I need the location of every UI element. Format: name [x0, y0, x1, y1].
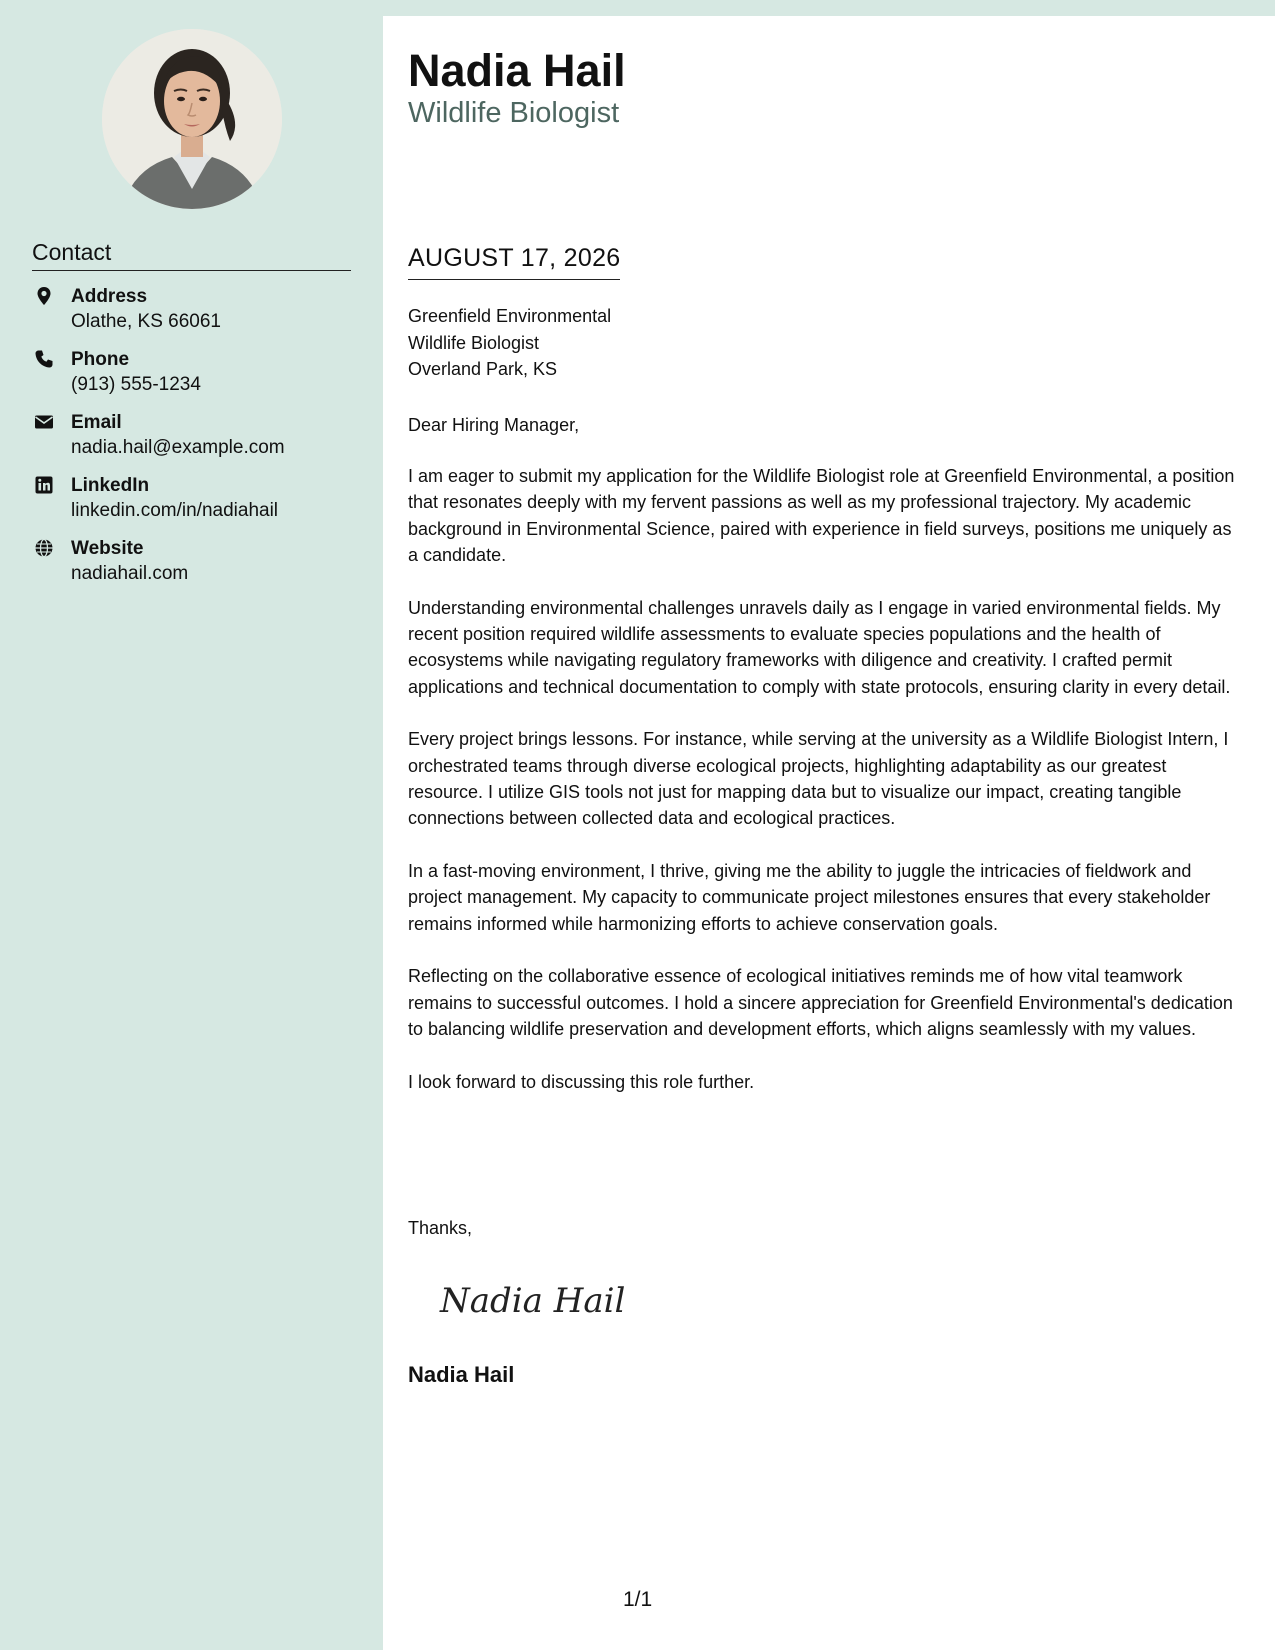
recipient-company: Greenfield Environmental [408, 306, 612, 326]
contact-item-address [32, 286, 362, 349]
salutation: Dear Hiring Manager, [408, 415, 580, 435]
header-name: Nadia Hail [408, 45, 626, 96]
linkedin-icon [34, 475, 54, 495]
body-paragraph: Reflecting on the collaborative essence of ecological initiatives reminds me of how vital teamwork remains to successful outcomes. I hold a sincere appreciation for Greenfield Environmental's dedication to balancing wildlife preservation and development efforts, which aligns seamlessly with my values. [408, 966, 1233, 1040]
header-role: Wildlife Biologist [408, 97, 620, 129]
body-paragraph: Understanding environmental challenges unravels daily as I engage in varied environmental fields. My recent position required wildlife assessments to evaluate species populations and the health of ecosystems while navigating regulatory frameworks with diligence and creativity. I crafted permit applications and technical documentation to comply with state protocols, ensuring clarity in every detail. [408, 597, 1231, 697]
contact-label: Website [71, 538, 144, 559]
contact-item-email [32, 412, 362, 475]
recipient-location: Overland Park, KS [408, 359, 558, 379]
letter-main [383, 16, 1275, 1650]
contact-list [32, 286, 362, 601]
linkedin-value: linkedin.com/in/nadiahail [71, 500, 279, 521]
signed-name: Nadia Hail [408, 1362, 515, 1387]
contact-heading: Contact [32, 239, 351, 271]
recipient-position: Wildlife Biologist [408, 332, 540, 353]
body-paragraph: I am eager to submit my application for the Wildlife Biologist role at Greenfield Environmental, a position that resonates deeply with my fervent passions as well as my professional trajectory. My academic background in Environmental Science, paired with experience in field surveys, positions me uniquely as a candidate. [408, 466, 1235, 565]
phone-value: (913) 555-1234 [71, 374, 201, 395]
envelope-icon [34, 412, 54, 432]
closing: Thanks, [408, 1218, 473, 1238]
email-value: nadia.hail@example.com [71, 437, 285, 458]
recipient-block [408, 303, 611, 383]
address-value: Olathe, KS 66061 [71, 311, 221, 332]
contact-item-phone [32, 349, 362, 412]
phone-icon [34, 349, 54, 369]
body-paragraph: Every project brings lessons. For instance, while serving at the university as a Wildlife Biologist Intern, I orchestrated teams through diverse ecological projects, highlighting adaptability as our greatest resource. I utilize GIS tools not just for mapping data but to visualize our impact, creating tangible connections between collected data and ecological practices. [408, 729, 1229, 829]
letter-date: AUGUST 17, 2026 [408, 244, 620, 280]
profile-photo [102, 29, 282, 209]
website-value: nadiahail.com [71, 563, 189, 584]
body-paragraph: I look forward to discussing this role further. [408, 1071, 755, 1092]
contact-label: LinkedIn [71, 475, 150, 496]
location-pin-icon [34, 286, 54, 306]
signature [438, 1268, 648, 1328]
contact-item-website [32, 538, 362, 601]
contact-label: Address [71, 286, 148, 307]
letter-body [408, 463, 1243, 1122]
contact-label: Phone [71, 349, 130, 370]
page-number: 1/1 [623, 1588, 653, 1611]
contact-label: Email [71, 412, 122, 433]
body-paragraph: In a fast-moving environment, I thrive, giving me the ability to juggle the intricacies of fieldwork and project management. My capacity to communicate project milestones ensures that every stakeholder remains informed while harmonizing efforts to achieve conservation goals. [408, 861, 1211, 934]
contact-item-linkedin [32, 475, 362, 538]
signature-text: Nadia Hail [440, 1281, 626, 1321]
globe-icon [34, 538, 54, 558]
sidebar [0, 0, 383, 1650]
